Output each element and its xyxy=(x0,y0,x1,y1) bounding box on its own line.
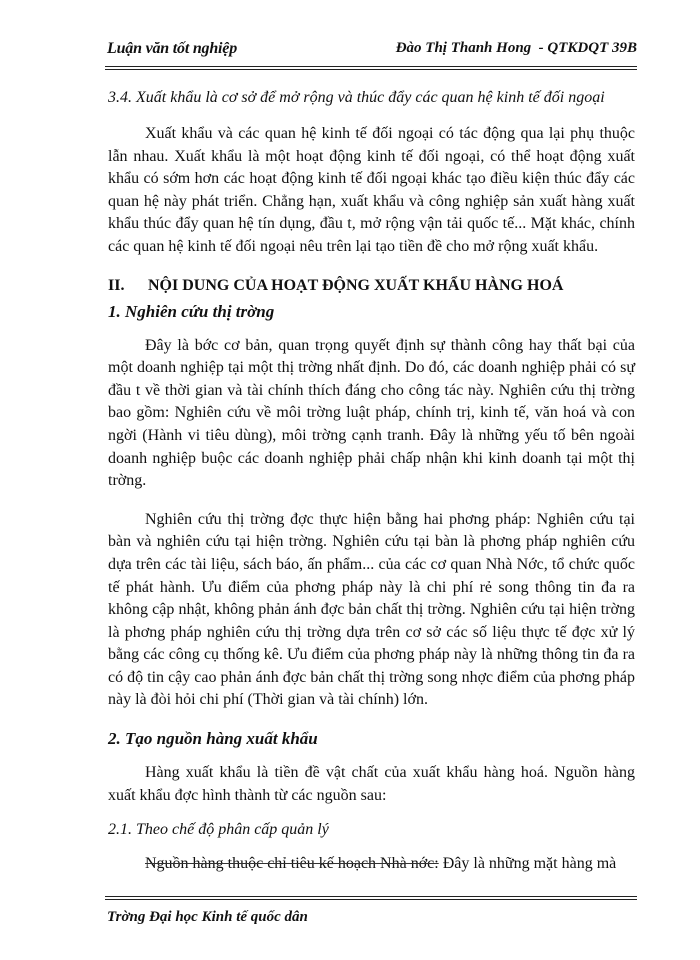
header-rule xyxy=(105,66,637,67)
section-2-heading: 2. Tạo nguồn hàng xuất khẩu xyxy=(108,729,318,749)
section-2-1-paragraph xyxy=(108,853,635,876)
section-3-4-heading: 3.4. Xuất khẩu là cơ sở để mở rộng và thúc đẩy các quan hệ kinh tế đối ngoại xyxy=(108,89,605,106)
page-body xyxy=(108,85,635,876)
section-1-heading: 1. Nghiên cứu thị trờng xyxy=(108,301,275,321)
section-2-paragraph: Hàng xuất khẩu là tiền đề vật chất của xuất khẩu hàng hoá. Nguồn hàng xuất khẩu đợc hình thành từ các nguồn sau: xyxy=(108,764,635,804)
footer-university: Trờng Đại học Kinh tế quốc dân xyxy=(107,909,308,925)
section-1-paragraph-2: Nghiên cứu thị trờng đợc thực hiện bằng hai phơng pháp: Nghiên cứu tại bàn và nghiên cứu tại hiện trờng. Nghiên cứu tại bàn là phơng pháp nghiên cứu dựa trên các tài liệu, sách báo, ấn phẩm... của các cơ quan Nhà Nớc, tổ chức quốc tế phát hành. Ưu điểm của phơng pháp này là chi phí rẻ song thông tin đa ra không cập nhật, không phản ánh đợc bản chất thị trờng. Nghiên cứu tại hiện trờng là phơng pháp nghiên cứu thị trờng dựa trên cơ sở các số liệu thực tế đợc xử lý bằng các công cụ thống kê. Ưu điểm của phơng pháp này là những thông tin đa ra có độ tin cậy cao phản ánh đợc bản chất thị trờng song nhợc điểm của phơng pháp này là đòi hỏi chi phí (Thời gian và tài chính) lớn. xyxy=(108,510,635,709)
section-2-1-heading: 2.1. Theo chế độ phân cấp quản lý xyxy=(108,821,329,839)
page-header xyxy=(107,38,637,64)
section-3-4-paragraph: Xuất khẩu và các quan hệ kinh tế đối ngoại có tác động qua lại phụ thuộc lẫn nhau. Xuất khẩu là một hoạt động kinh tế đối ngoại, có thể hoạt động xuất khẩu có sớm hơn các hoạt động kinh tế đối ngoại khác tạo điều kiện thúc đẩy các quan hệ này phát triển. Chẳng hạn, xuất khẩu và công nghiệp sản xuất hàng xuất khẩu thúc đẩy quan hệ tín dụng, đầu t, mở rộng vận tải quốc tế... Mặt khác, chính các quan hệ kinh tế đối ngoại nêu trên lại tạo tiền đề cho mở rộng xuất khẩu. xyxy=(108,125,635,255)
footer-rule-double xyxy=(105,899,637,900)
section-2-1-lead: Nguồn hàng thuộc chỉ tiêu kế hoạch Nhà nớc: xyxy=(145,855,439,873)
section-1-paragraph-1: Đây là bớc cơ bản, quan trọng quyết định sự thành công hay thất bại của một doanh nghiệp tại một thị trờng nhất định. Do đó, các doanh nghiệp phải có sự đầu t về thời gian và tài chính thích đáng cho công tác này. Nghiên cứu thị trờng bao gồm: Nghiên cứu về môi trờng luật pháp, chính trị, kinh tế, văn hoá và con ngời (Hành vi tiêu dùng), môi trờng cạnh tranh. Đây là những yếu tố bên ngoài doanh nghiệp buộc các doanh nghiệp phải chấp nhận khi kinh doanh tại một thị trờng. xyxy=(108,336,635,490)
section-II-title: NỘI DUNG CỦA HOẠT ĐỘNG XUẤT KHẨU HÀNG HOÁ xyxy=(148,276,564,294)
header-rule-double xyxy=(105,69,637,70)
section-II-heading xyxy=(108,273,635,299)
header-author-class: Đào Thị Thanh Hong - QTKDQT 39B xyxy=(395,40,637,56)
footer-rule xyxy=(105,896,637,897)
header-thesis-label: Luận văn tốt nghiệp xyxy=(107,40,238,57)
section-II-number: II. xyxy=(108,276,125,294)
section-2-1-rest: Đây là những mặt hàng mà xyxy=(438,855,617,873)
